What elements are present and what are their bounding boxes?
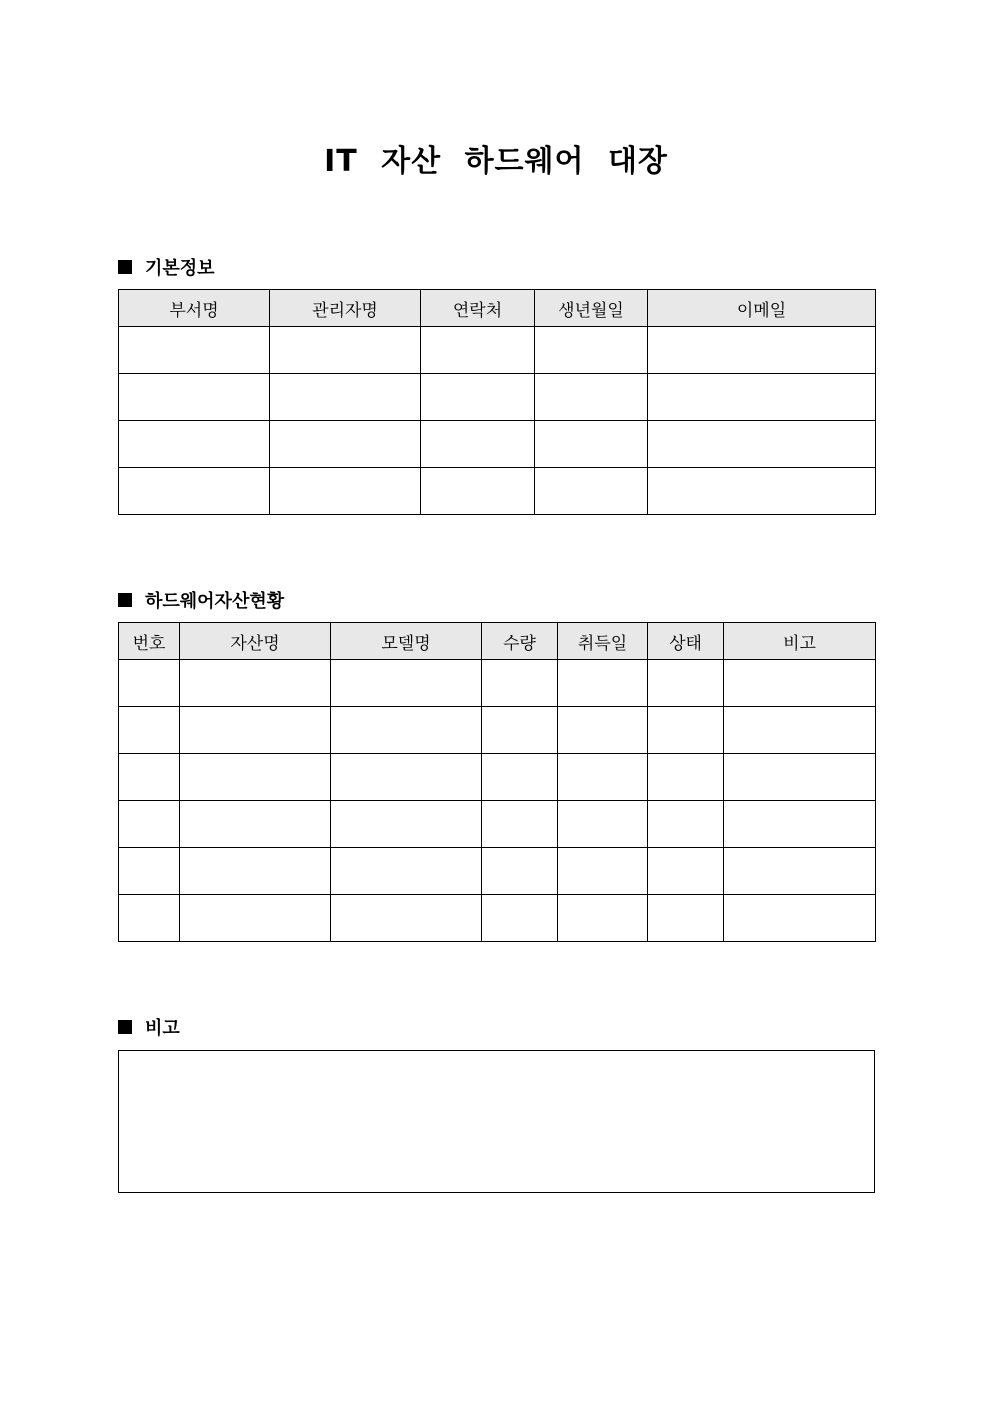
table-cell[interactable]: [119, 374, 270, 421]
table-cell[interactable]: [535, 468, 648, 515]
table-cell[interactable]: [724, 754, 876, 801]
basic-info-table: [118, 289, 876, 515]
table-cell[interactable]: [648, 421, 876, 468]
table-cell[interactable]: [482, 895, 558, 942]
table-cell[interactable]: [648, 327, 876, 374]
table-row: [119, 895, 876, 942]
section-heading-remarks: [118, 1014, 180, 1040]
column-header: 연락처: [421, 290, 535, 327]
table-row: [119, 754, 876, 801]
table-cell[interactable]: [648, 660, 724, 707]
table-cell[interactable]: [180, 754, 331, 801]
table-row: [119, 468, 876, 515]
table-cell[interactable]: [331, 707, 482, 754]
table-cell[interactable]: [331, 801, 482, 848]
table-cell[interactable]: [331, 848, 482, 895]
table-cell[interactable]: [558, 848, 648, 895]
table-cell[interactable]: [535, 421, 648, 468]
table-cell[interactable]: [180, 801, 331, 848]
table-cell[interactable]: [331, 895, 482, 942]
table-cell[interactable]: [270, 374, 421, 421]
table-cell[interactable]: [482, 707, 558, 754]
title-word: IT: [324, 144, 358, 179]
table-cell[interactable]: [558, 895, 648, 942]
table-cell[interactable]: [180, 660, 331, 707]
title-word: 대장: [607, 144, 668, 179]
title-word: 자산: [381, 144, 442, 179]
column-header: 수량: [482, 623, 558, 660]
table-cell[interactable]: [119, 848, 180, 895]
table-cell[interactable]: [331, 660, 482, 707]
table-cell[interactable]: [558, 660, 648, 707]
square-bullet-icon: [118, 260, 132, 274]
table-cell[interactable]: [482, 801, 558, 848]
column-header: 상태: [648, 623, 724, 660]
table-cell[interactable]: [482, 754, 558, 801]
table-cell[interactable]: [270, 468, 421, 515]
table-cell[interactable]: [270, 327, 421, 374]
table-cell[interactable]: [558, 707, 648, 754]
table-cell[interactable]: [724, 895, 876, 942]
table-cell[interactable]: [119, 754, 180, 801]
column-header: 취득일: [558, 623, 648, 660]
table-cell[interactable]: [421, 468, 535, 515]
table-cell[interactable]: [648, 707, 724, 754]
column-header: 이메일: [648, 290, 876, 327]
table-row: [119, 707, 876, 754]
column-header: 자산명: [180, 623, 331, 660]
table-header-row: [119, 290, 876, 327]
table-row: [119, 374, 876, 421]
column-header: 부서명: [119, 290, 270, 327]
hardware-assets-table: [118, 622, 876, 942]
table-cell[interactable]: [648, 895, 724, 942]
table-cell[interactable]: [270, 421, 421, 468]
table-row: [119, 327, 876, 374]
table-cell[interactable]: [119, 895, 180, 942]
section-heading-hardware-assets: [118, 587, 284, 613]
table-cell[interactable]: [421, 327, 535, 374]
section-heading-basic-info: [118, 254, 215, 280]
table-cell[interactable]: [482, 848, 558, 895]
table-cell[interactable]: [648, 468, 876, 515]
table-cell[interactable]: [724, 660, 876, 707]
table-cell[interactable]: [535, 327, 648, 374]
column-header: 번호: [119, 623, 180, 660]
table-cell[interactable]: [421, 374, 535, 421]
table-cell[interactable]: [648, 754, 724, 801]
document-title: [0, 136, 992, 180]
table-cell[interactable]: [331, 754, 482, 801]
table-cell[interactable]: [119, 660, 180, 707]
table-cell[interactable]: [119, 421, 270, 468]
square-bullet-icon: [118, 593, 132, 607]
table-row: [119, 848, 876, 895]
table-header-row: [119, 623, 876, 660]
table-cell[interactable]: [482, 660, 558, 707]
table-cell[interactable]: [648, 374, 876, 421]
section-heading-label: 하드웨어자산현황: [145, 591, 285, 612]
table-cell[interactable]: [558, 801, 648, 848]
table-cell[interactable]: [724, 707, 876, 754]
table-row: [119, 801, 876, 848]
table-cell[interactable]: [180, 707, 331, 754]
title-word: 하드웨어: [464, 144, 585, 179]
table-cell[interactable]: [180, 848, 331, 895]
table-cell[interactable]: [119, 468, 270, 515]
table-cell[interactable]: [535, 374, 648, 421]
square-bullet-icon: [118, 1020, 132, 1034]
table-cell[interactable]: [648, 848, 724, 895]
column-header: 생년월일: [535, 290, 648, 327]
table-cell[interactable]: [724, 801, 876, 848]
column-header: 관리자명: [270, 290, 421, 327]
table-cell[interactable]: [421, 421, 535, 468]
table-cell[interactable]: [724, 848, 876, 895]
remarks-box[interactable]: [118, 1050, 875, 1193]
table-cell[interactable]: [119, 707, 180, 754]
column-header: 비고: [724, 623, 876, 660]
table-row: [119, 660, 876, 707]
table-row: [119, 421, 876, 468]
table-cell[interactable]: [119, 801, 180, 848]
table-cell[interactable]: [558, 754, 648, 801]
table-cell[interactable]: [180, 895, 331, 942]
section-heading-label: 기본정보: [145, 258, 215, 279]
column-header: 모델명: [331, 623, 482, 660]
section-heading-label: 비고: [145, 1018, 180, 1039]
table-cell[interactable]: [648, 801, 724, 848]
table-cell[interactable]: [119, 327, 270, 374]
